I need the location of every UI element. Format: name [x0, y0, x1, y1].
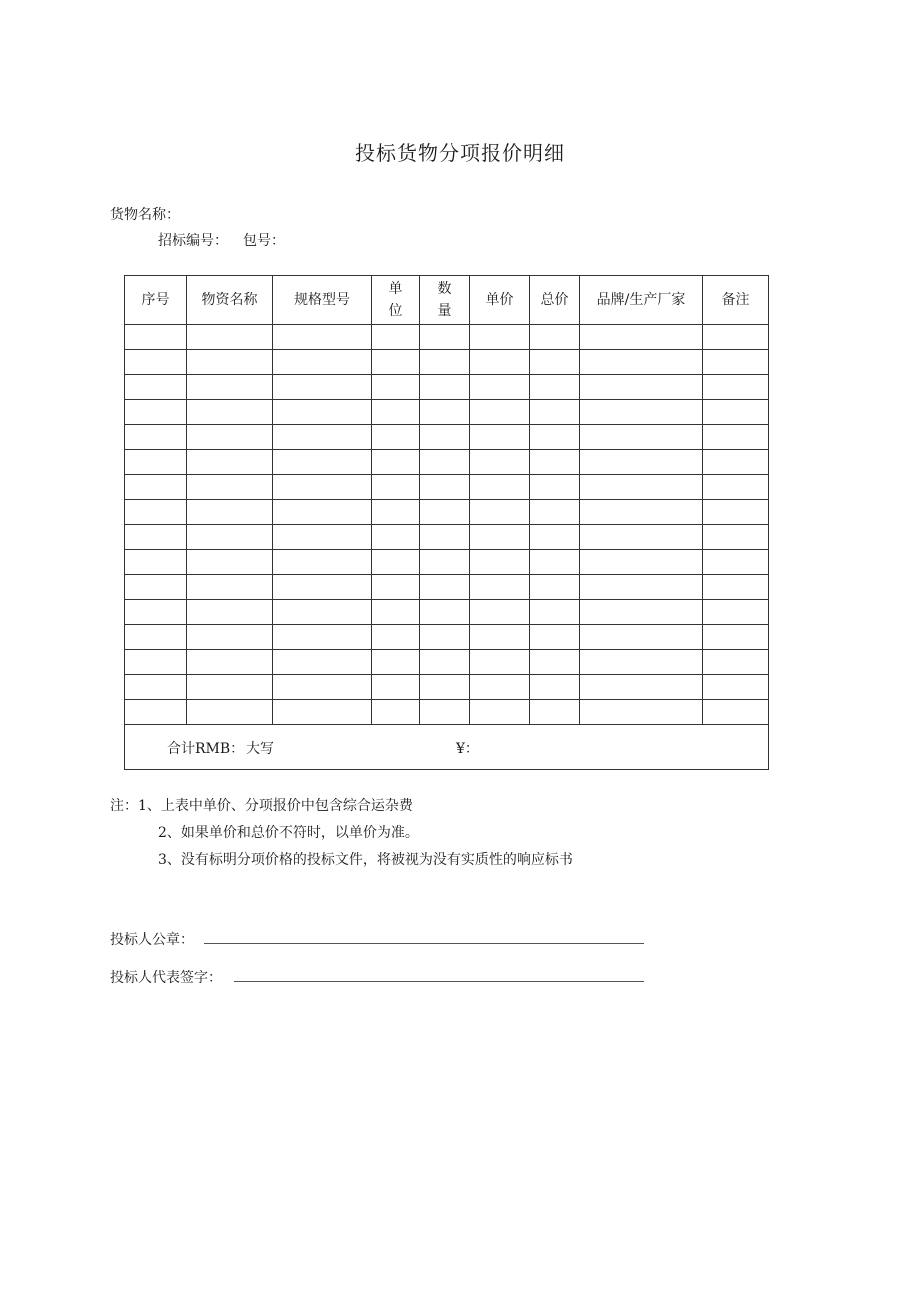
table-cell[interactable]	[372, 575, 420, 600]
table-cell[interactable]	[187, 675, 273, 700]
table-cell[interactable]	[530, 475, 580, 500]
table-cell[interactable]	[125, 600, 187, 625]
table-cell[interactable]	[470, 600, 530, 625]
table-cell[interactable]	[273, 475, 372, 500]
table-cell[interactable]	[187, 350, 273, 375]
table-cell[interactable]	[420, 325, 470, 350]
table-cell[interactable]	[703, 575, 769, 600]
table-row	[125, 575, 769, 600]
table-cell[interactable]	[470, 425, 530, 450]
table-cell[interactable]	[530, 500, 580, 525]
table-cell[interactable]	[187, 450, 273, 475]
table-row	[125, 475, 769, 500]
table-cell[interactable]	[703, 450, 769, 475]
table-cell[interactable]	[125, 450, 187, 475]
table-cell[interactable]	[372, 675, 420, 700]
bidder-rep-signature-label: 投标人代表签字：	[110, 970, 222, 986]
table-cell[interactable]	[273, 600, 372, 625]
table-cell[interactable]	[187, 375, 273, 400]
table-cell[interactable]	[580, 425, 703, 450]
table-cell[interactable]	[420, 600, 470, 625]
table-cell[interactable]	[530, 325, 580, 350]
note-line-2: 2、如果单价和总价不符时，以单价为准。	[158, 825, 419, 841]
table-cell[interactable]	[530, 675, 580, 700]
table-cell[interactable]	[187, 600, 273, 625]
table-header-row	[125, 276, 769, 325]
table-cell[interactable]	[420, 475, 470, 500]
table-cell[interactable]	[530, 650, 580, 675]
table-cell[interactable]	[420, 425, 470, 450]
bidder-rep-signature-line[interactable]	[234, 981, 644, 982]
table-cell[interactable]	[703, 475, 769, 500]
table-cell[interactable]	[703, 500, 769, 525]
table-cell[interactable]	[703, 550, 769, 575]
table-cell[interactable]	[273, 700, 372, 725]
table-cell[interactable]	[530, 425, 580, 450]
table-cell[interactable]	[125, 525, 187, 550]
table-cell[interactable]	[530, 450, 580, 475]
table-cell[interactable]	[372, 600, 420, 625]
table-cell[interactable]	[372, 650, 420, 675]
page-title: 投标货物分项报价明细	[355, 141, 565, 165]
table-cell[interactable]	[187, 400, 273, 425]
table-cell[interactable]	[372, 325, 420, 350]
table-cell[interactable]	[470, 350, 530, 375]
table-row	[125, 500, 769, 525]
table-cell[interactable]	[703, 600, 769, 625]
table-cell[interactable]	[470, 375, 530, 400]
table-cell[interactable]	[530, 700, 580, 725]
table-cell[interactable]	[703, 625, 769, 650]
table-cell[interactable]	[580, 400, 703, 425]
table-cell[interactable]	[470, 700, 530, 725]
table-row	[125, 625, 769, 650]
table-cell[interactable]	[703, 425, 769, 450]
table-cell[interactable]	[187, 650, 273, 675]
table-cell[interactable]	[187, 425, 273, 450]
table-cell[interactable]	[125, 325, 187, 350]
table-cell[interactable]	[530, 600, 580, 625]
table-cell[interactable]	[470, 650, 530, 675]
table-cell[interactable]	[273, 575, 372, 600]
table-cell[interactable]	[420, 675, 470, 700]
table-cell[interactable]	[530, 375, 580, 400]
table-cell[interactable]	[580, 500, 703, 525]
bid-number-label: 招标编号：	[158, 233, 228, 249]
table-cell[interactable]	[530, 400, 580, 425]
table-cell[interactable]	[420, 400, 470, 425]
table-cell[interactable]	[703, 375, 769, 400]
table-cell[interactable]	[580, 575, 703, 600]
table-cell[interactable]	[372, 700, 420, 725]
col-header-brand-manufacturer: 品牌/生产厂家	[580, 276, 703, 325]
table-cell[interactable]	[420, 700, 470, 725]
table-cell[interactable]	[187, 475, 273, 500]
table-cell[interactable]	[187, 500, 273, 525]
table-cell[interactable]	[273, 550, 372, 575]
col-header-unit-price: 单价	[470, 276, 530, 325]
table-cell[interactable]	[372, 450, 420, 475]
table-cell[interactable]	[470, 450, 530, 475]
table-cell[interactable]	[372, 425, 420, 450]
table-cell[interactable]	[703, 675, 769, 700]
table-cell[interactable]	[187, 575, 273, 600]
table-cell[interactable]	[470, 625, 530, 650]
note-line-3: 3、没有标明分项价格的投标文件，将被视为没有实质性的响应标书	[158, 852, 573, 868]
table-cell[interactable]	[273, 400, 372, 425]
table-row	[125, 450, 769, 475]
col-header-remarks: 备注	[703, 276, 769, 325]
table-cell[interactable]	[580, 475, 703, 500]
table-cell[interactable]	[580, 650, 703, 675]
table-cell[interactable]	[703, 700, 769, 725]
table-cell[interactable]	[530, 575, 580, 600]
table-cell[interactable]	[125, 675, 187, 700]
table-cell[interactable]	[372, 350, 420, 375]
table-cell[interactable]	[530, 350, 580, 375]
table-cell[interactable]	[125, 500, 187, 525]
table-cell[interactable]	[125, 625, 187, 650]
col-header-unit: 单 位	[372, 276, 420, 325]
col-header-total-price: 总价	[530, 276, 580, 325]
table-cell[interactable]	[372, 375, 420, 400]
table-row	[125, 600, 769, 625]
table-row	[125, 425, 769, 450]
table-cell[interactable]	[273, 325, 372, 350]
table-cell[interactable]	[470, 500, 530, 525]
table-cell[interactable]	[580, 525, 703, 550]
table-cell[interactable]	[530, 550, 580, 575]
table-cell[interactable]	[372, 475, 420, 500]
table-cell[interactable]	[703, 650, 769, 675]
table-cell[interactable]	[372, 550, 420, 575]
table-cell[interactable]	[372, 400, 420, 425]
table-cell[interactable]	[470, 575, 530, 600]
col-header-quantity: 数 量	[420, 276, 470, 325]
table-cell[interactable]	[125, 475, 187, 500]
table-cell[interactable]	[372, 525, 420, 550]
table-cell[interactable]	[470, 675, 530, 700]
table-row	[125, 650, 769, 675]
table-cell[interactable]	[187, 550, 273, 575]
table-cell[interactable]	[125, 425, 187, 450]
table-cell[interactable]	[273, 675, 372, 700]
table-cell[interactable]	[187, 325, 273, 350]
table-cell[interactable]	[580, 375, 703, 400]
col-header-spec-model: 规格型号	[273, 276, 372, 325]
table-cell[interactable]	[580, 325, 703, 350]
table-cell[interactable]	[187, 625, 273, 650]
table-cell[interactable]	[273, 425, 372, 450]
table-cell[interactable]	[530, 525, 580, 550]
table-cell[interactable]	[580, 350, 703, 375]
table-cell[interactable]	[580, 700, 703, 725]
package-label: 包号：	[243, 233, 285, 249]
table-cell[interactable]	[470, 525, 530, 550]
table-cell[interactable]	[187, 525, 273, 550]
table-cell[interactable]	[273, 375, 372, 400]
table-cell[interactable]	[125, 700, 187, 725]
table-cell[interactable]	[420, 450, 470, 475]
table-cell[interactable]	[420, 575, 470, 600]
table-cell[interactable]	[420, 525, 470, 550]
table-cell[interactable]	[580, 675, 703, 700]
table-cell[interactable]	[273, 500, 372, 525]
total-cell	[125, 725, 769, 770]
table-row	[125, 525, 769, 550]
table-cell[interactable]	[420, 350, 470, 375]
table-cell[interactable]	[703, 400, 769, 425]
table-cell[interactable]	[470, 550, 530, 575]
goods-name-label: 货物名称：	[110, 207, 180, 223]
table-cell[interactable]	[273, 350, 372, 375]
price-table	[124, 275, 769, 770]
table-cell[interactable]	[420, 650, 470, 675]
note-line-1: 注：1、上表中单价、分项报价中包含综合运杂费	[110, 798, 413, 814]
table-cell[interactable]	[703, 525, 769, 550]
table-cell[interactable]	[580, 450, 703, 475]
table-cell[interactable]	[372, 500, 420, 525]
col-header-index: 序号	[125, 276, 187, 325]
table-cell[interactable]	[273, 650, 372, 675]
table-cell[interactable]	[125, 350, 187, 375]
table-cell[interactable]	[420, 500, 470, 525]
table-cell[interactable]	[420, 625, 470, 650]
col-header-material-name: 物资名称	[187, 276, 273, 325]
table-cell[interactable]	[580, 550, 703, 575]
table-cell[interactable]	[187, 700, 273, 725]
table-row	[125, 350, 769, 375]
table-cell[interactable]	[470, 400, 530, 425]
table-row	[125, 400, 769, 425]
table-cell[interactable]	[273, 450, 372, 475]
table-cell[interactable]	[125, 650, 187, 675]
table-cell[interactable]	[420, 375, 470, 400]
table-cell[interactable]	[125, 575, 187, 600]
table-cell[interactable]	[125, 550, 187, 575]
bidder-seal-line[interactable]	[204, 943, 644, 944]
total-row	[125, 725, 769, 770]
table-cell[interactable]	[470, 475, 530, 500]
table-row	[125, 550, 769, 575]
total-daxie-label: 大写	[246, 741, 274, 757]
table-cell[interactable]	[125, 400, 187, 425]
table-row	[125, 375, 769, 400]
table-row	[125, 700, 769, 725]
table-cell[interactable]	[420, 550, 470, 575]
bidder-seal-label: 投标人公章：	[110, 932, 194, 948]
total-rmb-label: 合计RMB：	[167, 741, 245, 757]
table-cell[interactable]	[580, 625, 703, 650]
table-cell[interactable]	[580, 600, 703, 625]
table-cell[interactable]	[703, 350, 769, 375]
table-cell[interactable]	[372, 625, 420, 650]
table-cell[interactable]	[530, 625, 580, 650]
table-cell[interactable]	[470, 325, 530, 350]
table-row	[125, 325, 769, 350]
table-cell[interactable]	[273, 525, 372, 550]
table-cell[interactable]	[273, 625, 372, 650]
table-cell[interactable]	[125, 375, 187, 400]
table-cell[interactable]	[703, 325, 769, 350]
total-yen-label: ¥：	[456, 741, 479, 757]
table-row	[125, 675, 769, 700]
